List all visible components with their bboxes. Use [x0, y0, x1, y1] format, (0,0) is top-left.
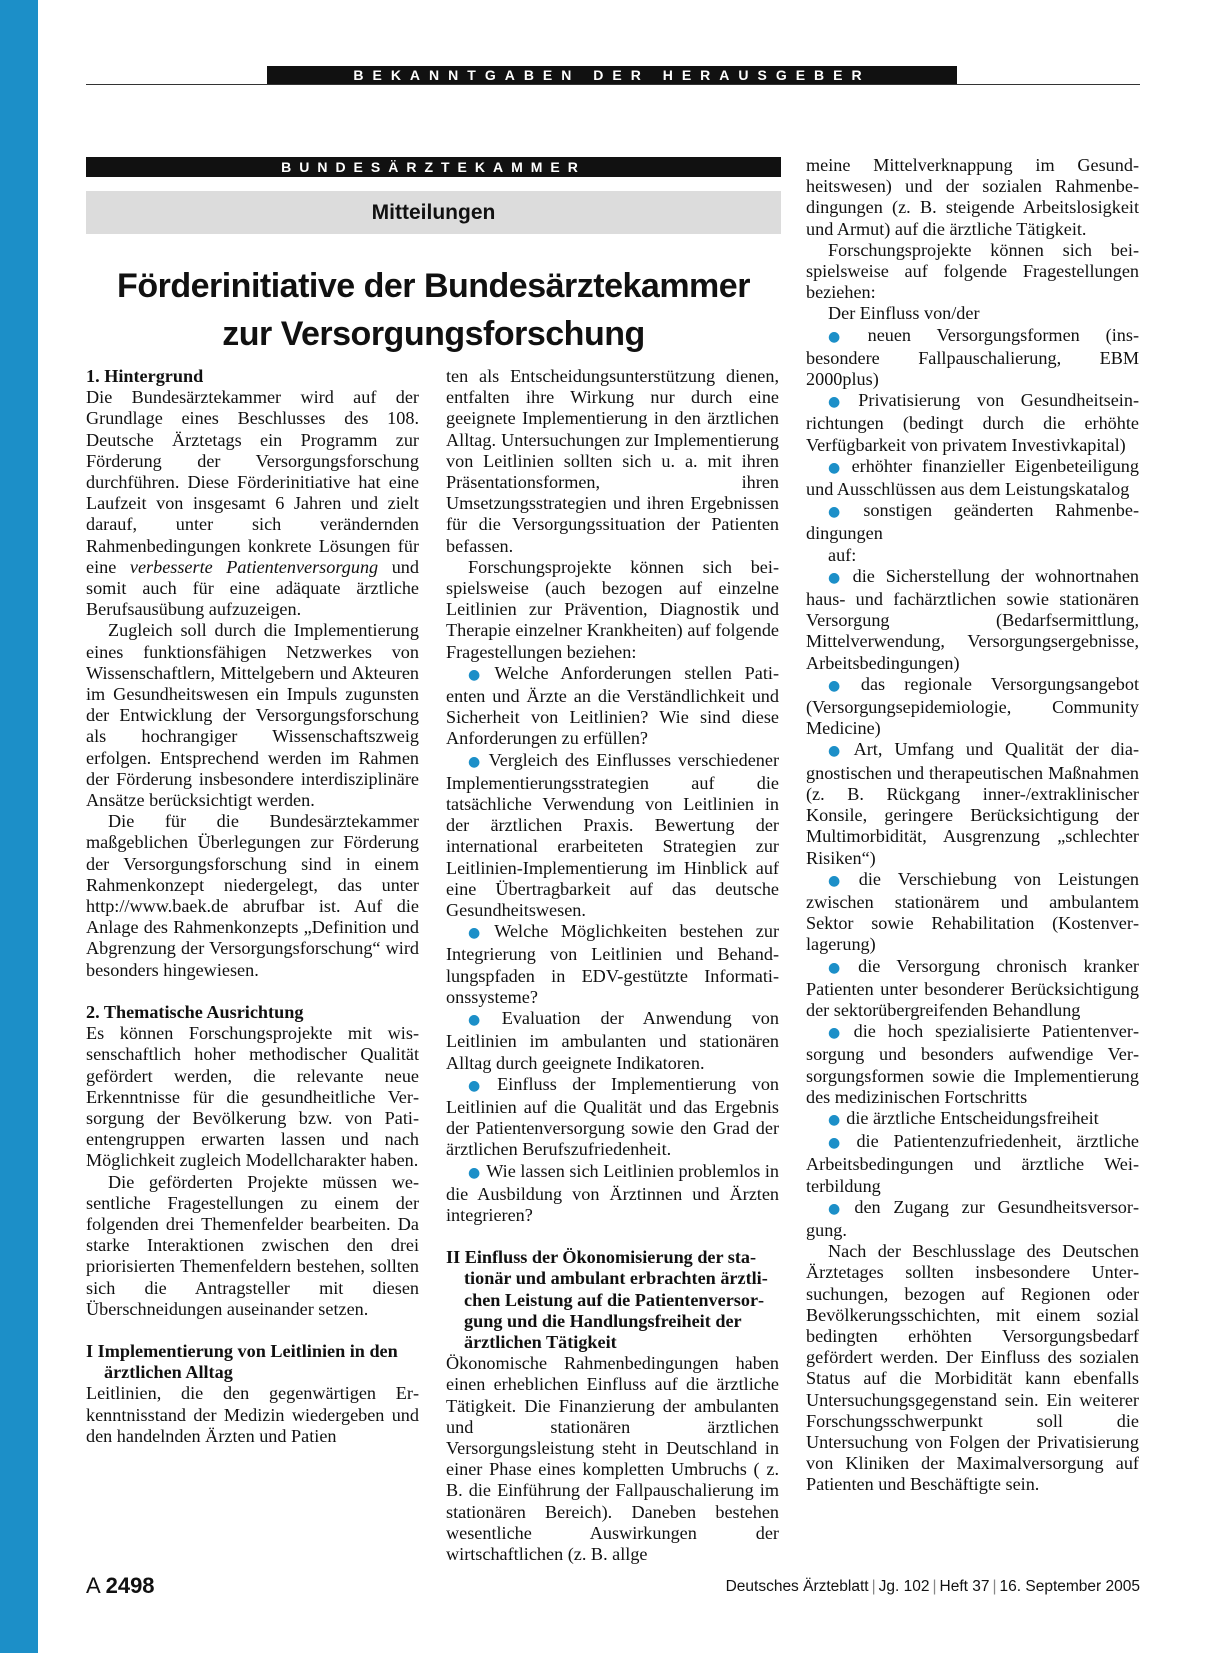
bullet-text: die Patientenzufriedenheit, ärztliche Arbeitsbedingungen und ärztliche Weiterbildung [806, 1131, 1139, 1196]
header-rule [86, 84, 1140, 85]
bullet-item [446, 1008, 779, 1074]
page-number-value: 2498 [105, 1573, 155, 1598]
heading-hintergrund: 1. Hintergrund [86, 366, 204, 386]
paragraph: Leitlinien, die den gegenwärtigen Erkenntnisstand der Medizin wiedergeben und den handelnden Ärzten und Patien [86, 1383, 419, 1446]
paragraph: Der Einfluss von/der [828, 303, 980, 324]
bullet-item [806, 566, 1139, 674]
text-span: und somit auch für eine adäquate ärztliche Berufsausübung aufzuzeigen. [86, 556, 419, 620]
bullet-icon: ● [828, 328, 862, 345]
paragraph: Es können Forschungsprojekte mit wissenschaftlich hoher methodischer Qualität gefördert werden, die relevante neue Erkenntnisse für die gesundheitliche Versorgung der Bevölkerung bzw. von Patientengruppen erwarten lassen und nach Möglichkeit zugleich Modellcharakter haben. [86, 1023, 419, 1171]
bullet-item [806, 390, 1139, 456]
bullet-item [446, 663, 779, 750]
title-line-2: zur Versorgungsforschung [222, 315, 645, 353]
bullet-icon: ● [828, 677, 855, 694]
paragraph: Forschungsprojekte können sich beispielsweise (auch bezogen auf einzelne Leitlinien zur Prävention, Diagnostik und Therapie einzelner Krankheiten) auf folgende Fragestellungen beziehen: [446, 556, 779, 662]
bullet-text: Einfluss der Implementierung von Leitlinien auf die Qualität und das Ergebnis der Patientenversorgung sowie den Grad der ärztlichen Berufszufriedenheit. [446, 1073, 780, 1160]
paragraph: ten als Entscheidungsunterstützung dienen, entfalten ihre Wirkung nur durch eine geeignete Implementierung in den ärztlichen Alltag. Untersuchungen zur Implementierung von Leitlinien sollten sich u. a. mit ihren Präsentationsformen, ihren Umsetzungsstrategien und ihren Ergebnissen für die Versorgungssituation der Patienten befassen. [446, 366, 779, 556]
bullet-item [806, 500, 1139, 544]
bullet-icon: ● [828, 504, 858, 521]
bullet-text: sonstigen geänderten Rahmenbedingungen [806, 500, 1139, 544]
bullet-icon: ● [828, 394, 853, 411]
bullet-icon: ● [828, 743, 848, 760]
bullet-item [806, 1108, 1139, 1131]
page-number [86, 1573, 155, 1599]
paragraph: meine Mittelverknappung im Gesundheitswesen) und der sozialen Rahmenbedingungen (z. B. steigende Arbeitslosigkeit und Armut) auf die ärztliche Tätigkeit. [806, 155, 1139, 239]
bullet-text: die Sicherstellung der wohnortnahen haus- und fachärztlichen sowie stationären Versorgung (Bedarfsermittlung, Mittelverwendung, Versorgungsergebnisse, Arbeitsbedingungen) [806, 565, 1140, 673]
bullet-icon: ● [468, 666, 489, 683]
bullet-icon: ● [468, 1077, 492, 1094]
bullet-icon: ● [468, 1164, 481, 1181]
column-2 [446, 366, 779, 1565]
heading-thematische-ausrichtung: 2. Thematische Ausrichtung [86, 1001, 304, 1022]
bullet-text: die Versorgung chronisch kranker Patienten unter besonderer Berücksichtigung der sektorübergreifenden Behandlung [806, 955, 1139, 1020]
paragraph: Die für die Bundesärztekammer maßgeblichen Überlegungen zur Förderung der Versorgungsforschung sind in einem Rahmenkonzept niedergelegt, das unter http://www.baek.de abrufbar ist. Auf die Anlage des Rahmenkonzepts „Definition und Abgrenzung der Versorgungsforschung“ wird besonders hingewiesen. [86, 811, 419, 980]
heading-implementierung: I Implementierung von Leitlinien in den ärztlichen Alltag [86, 1340, 398, 1383]
bullet-icon: ● [828, 1111, 841, 1128]
bullet-text: Wie lassen sich Leitlinien problemlos in die Ausbildung von Ärztinnen und Ärzten integrieren? [446, 1160, 780, 1225]
journal-name: Deutsches Ärzteblatt [725, 1578, 869, 1595]
italic-span: verbesserte Patientenversorgung [129, 556, 379, 577]
bullet-icon: ● [828, 1200, 849, 1217]
bullet-item [806, 674, 1139, 740]
page-prefix: A [86, 1573, 100, 1598]
bullet-text: Welche Anforderungen stellen Patienten und Ärzte an die Verständlichkeit und Sicherheit von Leitlinien? Wie sind diese Anforderungen zu erfüllen? [446, 662, 779, 749]
paragraph: Forschungsprojekte können sich beispielsweise auf folgende Fragestellungen beziehen: [806, 239, 1139, 303]
left-color-bar [0, 0, 38, 1653]
bullet-text: neuen Versorgungsformen (insbesondere Fallpauschalierung, EBM 2000plus) [806, 324, 1139, 390]
bullet-text: Art, Umfang und Qualität der diagnostischen und therapeutischen Maßnahmen (z. B. Rückgang inner-/extraklinischer Konsile, geringere Berücksichtigung der Multimorbidität, Ausgrenzung „schlechter Risiken“) [806, 739, 1140, 868]
bullet-item [806, 1131, 1139, 1197]
bullet-item [806, 1021, 1139, 1108]
bullet-text: die hoch spezialisierte Patientenversorgung und besonders aufwendige Versorgungsformen sowie die Implementierung des medizinischen Fortschritts [806, 1021, 1139, 1107]
issue: Heft 37 [939, 1578, 990, 1595]
bullet-text: das regionale Versorgungsangebot (Versorgungsepidemiologie, Community Medicine) [806, 673, 1140, 739]
bullet-icon: ● [828, 872, 853, 889]
bullet-item [806, 739, 1139, 868]
article-title [86, 262, 781, 358]
volume: Jg. 102 [878, 1578, 930, 1595]
bullet-icon: ● [828, 569, 847, 586]
paragraph: Ökonomische Rahmenbedingungen haben einen erheblichen Einfluss auf die ärztliche Tätigkeit. Die Finanzierung der ambulanten und stationären ärztlichen Versorgungsleistung steht in Deutschland in einer Phase eines kompletten Umbruchs ( z. B. die Einführung der Fallpauschalierung im stationären Bereich). Daneben bestehen wesentliche Auswirkungen der wirtschaftlichen (z. B. allge [446, 1353, 779, 1564]
paragraph [86, 387, 419, 620]
bullet-icon: ● [468, 925, 489, 942]
paragraph: Zugleich soll durch die Implementierung eines funktionsfähigen Netzwerkes von Wissenschaftlern, Mittelgebern und Akteuren im Gesundheitswesen ein Impuls zugunsten der Entwicklung der Versorgungsforschung als hochrangiger Wissenschaftszweig erfolgen. Entsprechend werden im Rahmen der Förderung insbesondere interdisziplinäre Ansätze berücksichtigt werden. [86, 620, 419, 811]
heading-oekonomisierung: II Einfluss der Ökonomisierung der stationär und ambulant erbrachten ärztlichen Leistung auf die Patientenversorgung und die Handlungsfreiheit der ärztlichen Tätigkeit [446, 1247, 768, 1352]
text-span: Die Bundesärztekammer wird auf der Grundlage eines Beschlusses des 108. Deutsche Ärztetags ein Programm zur Förderung der Versorgungsforschung durchführen. Diese Förderinitiative hat eine Laufzeit von insgesamt 6 Jahren und zielt darauf, unter sich verändernden Rahmenbedingungen konkrete Lösungen für eine [86, 387, 419, 577]
column-1 [86, 366, 419, 1447]
footer-citation: Deutsches Ärzteblatt | Jg. 102 | Heft 37 | 16. September 2005 [725, 1578, 1140, 1595]
rubric: Mitteilungen [86, 191, 781, 234]
bullet-text: Vergleich des Einflusses verschiedener Implementierungsstrategien auf die tatsächliche Verwendung von Leitlinien in der ärztlichen Praxis. Bewertung der international erarbeiteten Strategien zur Leitlinien-Implementierung im Hinblick auf eine Übertragbarkeit auf das deutsche Gesundheitswesen. [446, 749, 779, 921]
bullet-item [806, 456, 1139, 500]
bullet-icon: ● [828, 459, 846, 476]
column-3 [806, 155, 1139, 1496]
bullet-icon: ● [468, 753, 483, 770]
paragraph: Die geförderten Projekte müssen wesentliche Fragestellungen zu einem der folgenden drei Themenfelder bearbeiten. Da starke Interaktionen zwischen den drei priorisierten Themenfeldern bestehen, sollten sich die Antragsteller mit diesen Überschneidungen auseinander setzen. [86, 1171, 419, 1319]
bullet-icon: ● [468, 1012, 496, 1029]
bullet-text: die Verschiebung von Leistungen zwischen stationärem und ambulantem Sektor sowie Rehabilitation (Kostenverlagerung) [806, 868, 1139, 955]
bullet-item [446, 921, 779, 1008]
bullet-item [446, 1074, 779, 1161]
section-band: BUNDESÄRZTEKAMMER [86, 157, 781, 177]
bullet-text: die ärztliche Entscheidungsfreiheit [846, 1107, 1099, 1128]
issue-date: 16. September 2005 [999, 1578, 1140, 1595]
bullet-item [806, 956, 1139, 1022]
title-line-1: Förderinitiative der Bundesärztekammer [117, 267, 750, 305]
bullet-item [446, 1161, 779, 1227]
bullet-icon: ● [828, 959, 853, 976]
bullet-text: den Zugang zur Gesundheitsversorgung. [806, 1196, 1139, 1240]
bullet-item [446, 750, 779, 922]
bullet-text: Welche Möglichkeiten bestehen zur Integrierung von Leitlinien und Behandlungspfaden in EDV-gestützte Informationssysteme? [446, 921, 780, 1007]
bullet-icon: ● [828, 1025, 848, 1042]
bullet-item [806, 869, 1139, 956]
paragraph: Nach der Beschlusslage des Deutschen Ärztetages sollten insbesondere Untersuchungen, bezogen auf Regionen oder Bevölkerungsschichten, mit einem sozial bedingten erhöhten Versorgungsbedarf gefördert werden. Der Einfluss des sozialen Status auf die Morbidität kann ebenfalls Untersuchungsgegenstand sein. Ein weiterer Forschungsschwerpunkt soll die Untersuchung von Folgen der Privatisierung von Kliniken der Maximalversorgung auf Patienten und Beschäftigte sein. [806, 1241, 1139, 1495]
paragraph: auf: [828, 544, 857, 565]
bullet-text: Privatisierung von Gesundheitseinrichtungen (bedingt durch die erhöhte Verfügbarkeit von privatem Investivkapital) [806, 390, 1139, 455]
header-band: BEKANNTGABEN DER HERAUSGEBER [267, 66, 957, 85]
bullet-item [806, 1197, 1139, 1241]
bullet-text: erhöhter finanzieller Eigenbeteiligung und Ausschlüssen aus dem Leistungskatalog [806, 455, 1139, 500]
bullet-item [806, 325, 1139, 391]
bullet-icon: ● [828, 1135, 851, 1152]
bullet-text: Evaluation der Anwendung von Leitlinien im ambulanten und stationären Alltag durch geeignete Indikatoren. [446, 1008, 779, 1073]
